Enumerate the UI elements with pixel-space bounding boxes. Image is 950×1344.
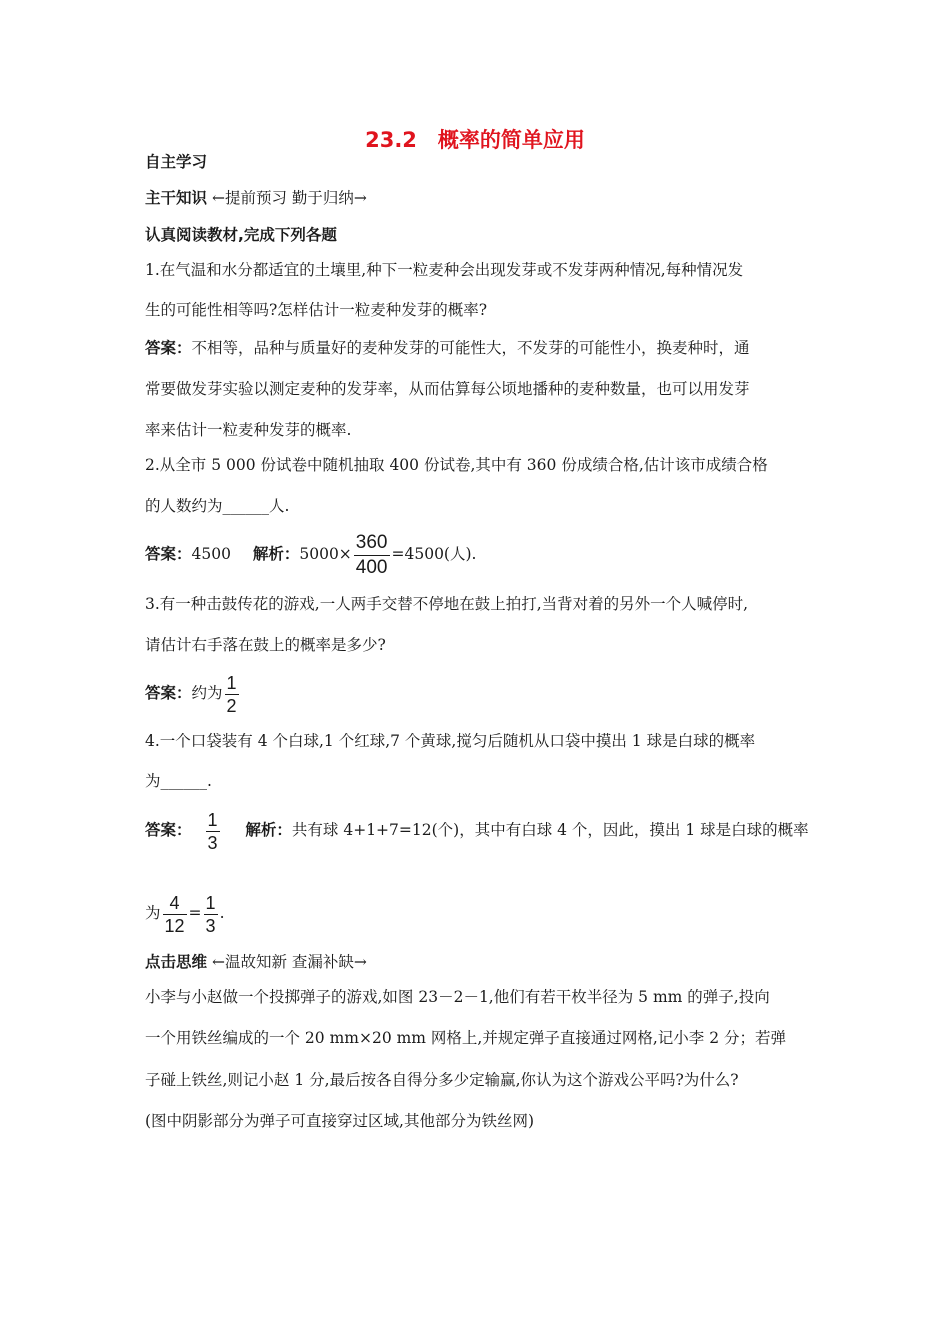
page-title: 23.2 概率的简单应用 xyxy=(365,128,585,152)
q4-conclusion-pre: 为 xyxy=(145,904,161,922)
q1-line-2: 生的可能性相等吗?怎样估计一粒麦种发芽的概率? xyxy=(145,301,488,319)
q2-fraction xyxy=(354,531,390,580)
q2-expression-post: =4500(人). xyxy=(391,545,477,563)
q2-answer-value: 4500 xyxy=(191,545,231,563)
answer-label: 答案： xyxy=(145,821,192,839)
section-main-knowledge xyxy=(145,188,367,208)
thinking-line-2: 一个用铁丝编成的一个 20 mm×20 mm 网格上,并规定弹子直接通过网格,记小李 2 分；若弹 xyxy=(145,1029,787,1047)
q2-fraction-numerator: 360 xyxy=(354,531,390,556)
q4-conclusion-fraction-2 xyxy=(204,892,218,937)
q1-answer-line-3: 率来估计一粒麦种发芽的概率. xyxy=(145,421,352,439)
section-self-study: 自主学习 xyxy=(145,153,208,171)
q3-line-2: 请估计右手落在鼓上的概率是多少? xyxy=(145,636,386,654)
answer-label: 答案： xyxy=(145,684,192,702)
q2-answer-line xyxy=(145,530,476,580)
q4-fraction-2-numerator: 1 xyxy=(205,892,216,913)
q1-line-1: 1.在气温和水分都适宜的土壤里,种下一粒麦种会出现发芽或不发芽两种情况,每种情况发 xyxy=(145,261,744,279)
main-knowledge-heading: 主干知识 xyxy=(145,189,208,207)
read-instruction: 认真阅读教材,完成下列各题 xyxy=(145,226,337,244)
q2-fraction-denominator: 400 xyxy=(355,556,388,578)
q2-line-2: 的人数约为______人. xyxy=(145,497,290,515)
q1-answer-line-2: 常要做发芽实验以测定麦种的发芽率，从而估算每公顷地播种的麦种数量，也可以用发芽 xyxy=(145,380,750,398)
thinking-line-4: (图中阴影部分为弹子可直接穿过区域,其他部分为铁丝网) xyxy=(145,1112,535,1130)
analysis-label: 解析： xyxy=(252,545,300,563)
q4-conclusion-post: . xyxy=(219,904,225,922)
q3-answer-pre: 约为 xyxy=(191,684,223,702)
section-click-thinking xyxy=(145,952,367,972)
q4-answer-denominator: 3 xyxy=(207,832,218,853)
q3-answer-line xyxy=(145,669,241,717)
q4-conclusion-line xyxy=(145,889,225,937)
answer-label: 答案： xyxy=(145,339,192,357)
q4-answer-fraction xyxy=(206,809,220,854)
thinking-line-1: 小李与小赵做一个投掷弹子的游戏,如图 23－2－1,他们有若干枚半径为 5 mm 的弹子,投向 xyxy=(145,988,770,1006)
q4-fraction-2-denominator: 3 xyxy=(205,915,216,936)
answer-label: 答案： xyxy=(145,545,192,563)
q2-line-1: 2.从全市 5 000 份试卷中随机抽取 400 份试卷,其中有 360 份成绩合格,估计该市成绩合格 xyxy=(145,456,768,474)
q4-fraction-1-numerator: 4 xyxy=(163,892,187,915)
analysis-label: 解析： xyxy=(245,821,292,839)
q4-line-2: 为______. xyxy=(145,772,212,790)
q1-answer-line-1 xyxy=(145,338,750,358)
thinking-line-3: 子碰上铁丝,则记小赵 1 分,最后按各自得分多少定输赢,你认为这个游戏公平吗?为什么? xyxy=(145,1071,739,1089)
q4-conclusion-equals: = xyxy=(188,904,202,922)
q1-answer-text-1: 不相等，品种与质量好的麦种发芽的可能性大，不发芽的可能性小，换麦种时，通 xyxy=(191,339,750,357)
q4-answer-line xyxy=(145,806,809,854)
q3-line-1: 3.有一种击鼓传花的游戏,一人两手交替不停地在鼓上拍打,当背对着的另外一个人喊停时, xyxy=(145,595,749,613)
q4-answer-numerator: 1 xyxy=(207,809,218,830)
click-thinking-heading: 点击思维 xyxy=(145,953,208,971)
q4-line-1: 4.一个口袋装有 4 个白球,1 个红球,7 个黄球,搅匀后随机从口袋中摸出 1 球是白球的概率 xyxy=(145,732,756,750)
q3-fraction-denominator: 2 xyxy=(226,695,237,716)
click-thinking-tag: ←温故知新 查漏补缺→ xyxy=(211,953,367,971)
q4-analysis-text: 共有球 4+1+7=12(个)，其中有白球 4 个，因此，摸出 1 球是白球的概率 xyxy=(291,821,809,839)
q3-fraction-numerator: 1 xyxy=(226,672,237,693)
q4-fraction-1-denominator: 12 xyxy=(164,915,185,936)
main-knowledge-tag: ←提前预习 勤于归纳→ xyxy=(211,189,367,207)
q3-fraction xyxy=(225,672,239,717)
q2-expression-pre: 5000× xyxy=(299,545,352,563)
q4-conclusion-fraction-1 xyxy=(163,892,187,937)
